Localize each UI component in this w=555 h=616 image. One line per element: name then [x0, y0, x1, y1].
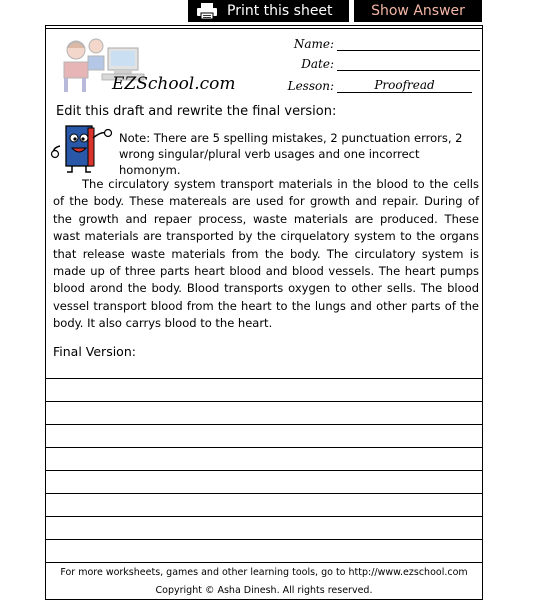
date-field[interactable] [280, 56, 480, 71]
name-field[interactable] [280, 36, 480, 51]
worksheet [45, 25, 483, 600]
show-answer-label: Show Answer [371, 3, 465, 19]
footer [46, 564, 482, 600]
writing-line[interactable] [46, 493, 482, 516]
printer-icon [196, 2, 218, 20]
top-divider [46, 28, 482, 29]
logo-text: EZSchool.com [112, 74, 236, 94]
lesson-field [286, 78, 472, 93]
note-text: Note: There are 5 spelling mistakes, 2 punctuation errors, 2 wrong singular/plural verb usages and one incorrect homonym. [119, 131, 463, 177]
lesson-label: Lesson: [287, 79, 334, 93]
lesson-value: Proofread [337, 78, 472, 93]
footer-copyright: Copyright © Asha Dinesh. All rights reserved. [155, 585, 373, 596]
writing-line[interactable] [46, 424, 482, 447]
instructions: Edit this draft and rewrite the final version: [56, 104, 337, 119]
writing-line[interactable] [46, 562, 482, 563]
date-label: Date: [301, 57, 334, 71]
toolbar [188, 0, 482, 22]
draft-passage: The circulatory system transport materials in the blood to the cells of the body. These matereals are used for growth and repair. During of the growth and repaer process, waste materials are produced. These wast materials are transported by the cirquelatory system to the organs that release waste materials from the body. The circulatory system is made up of three parts heart blood and blood vessels. The heart pumps blood arond the body. Blood transports oxygen to other sells. The blood vessel transport blood from the heart to the lungs and other parts of the body. It also carrys blood to the heart. [53, 177, 479, 331]
writing-line[interactable] [46, 447, 482, 470]
final-version-label: Final Version: [53, 344, 136, 359]
date-line[interactable] [337, 56, 480, 71]
show-answer-button[interactable] [354, 0, 482, 22]
writing-area[interactable] [46, 378, 482, 563]
writing-line[interactable] [46, 539, 482, 562]
writing-line[interactable] [46, 516, 482, 539]
print-sheet-label: Print this sheet [227, 3, 333, 19]
writing-line[interactable] [46, 470, 482, 493]
name-line[interactable] [337, 36, 480, 51]
print-sheet-button[interactable] [188, 0, 354, 22]
footer-link-text: For more worksheets, games and other learning tools, go to http://www.ezschool.com [60, 567, 468, 578]
name-label: Name: [293, 37, 334, 51]
writing-line[interactable] [46, 378, 482, 401]
writing-line[interactable] [46, 401, 482, 424]
book-mascot-icon [50, 124, 116, 174]
